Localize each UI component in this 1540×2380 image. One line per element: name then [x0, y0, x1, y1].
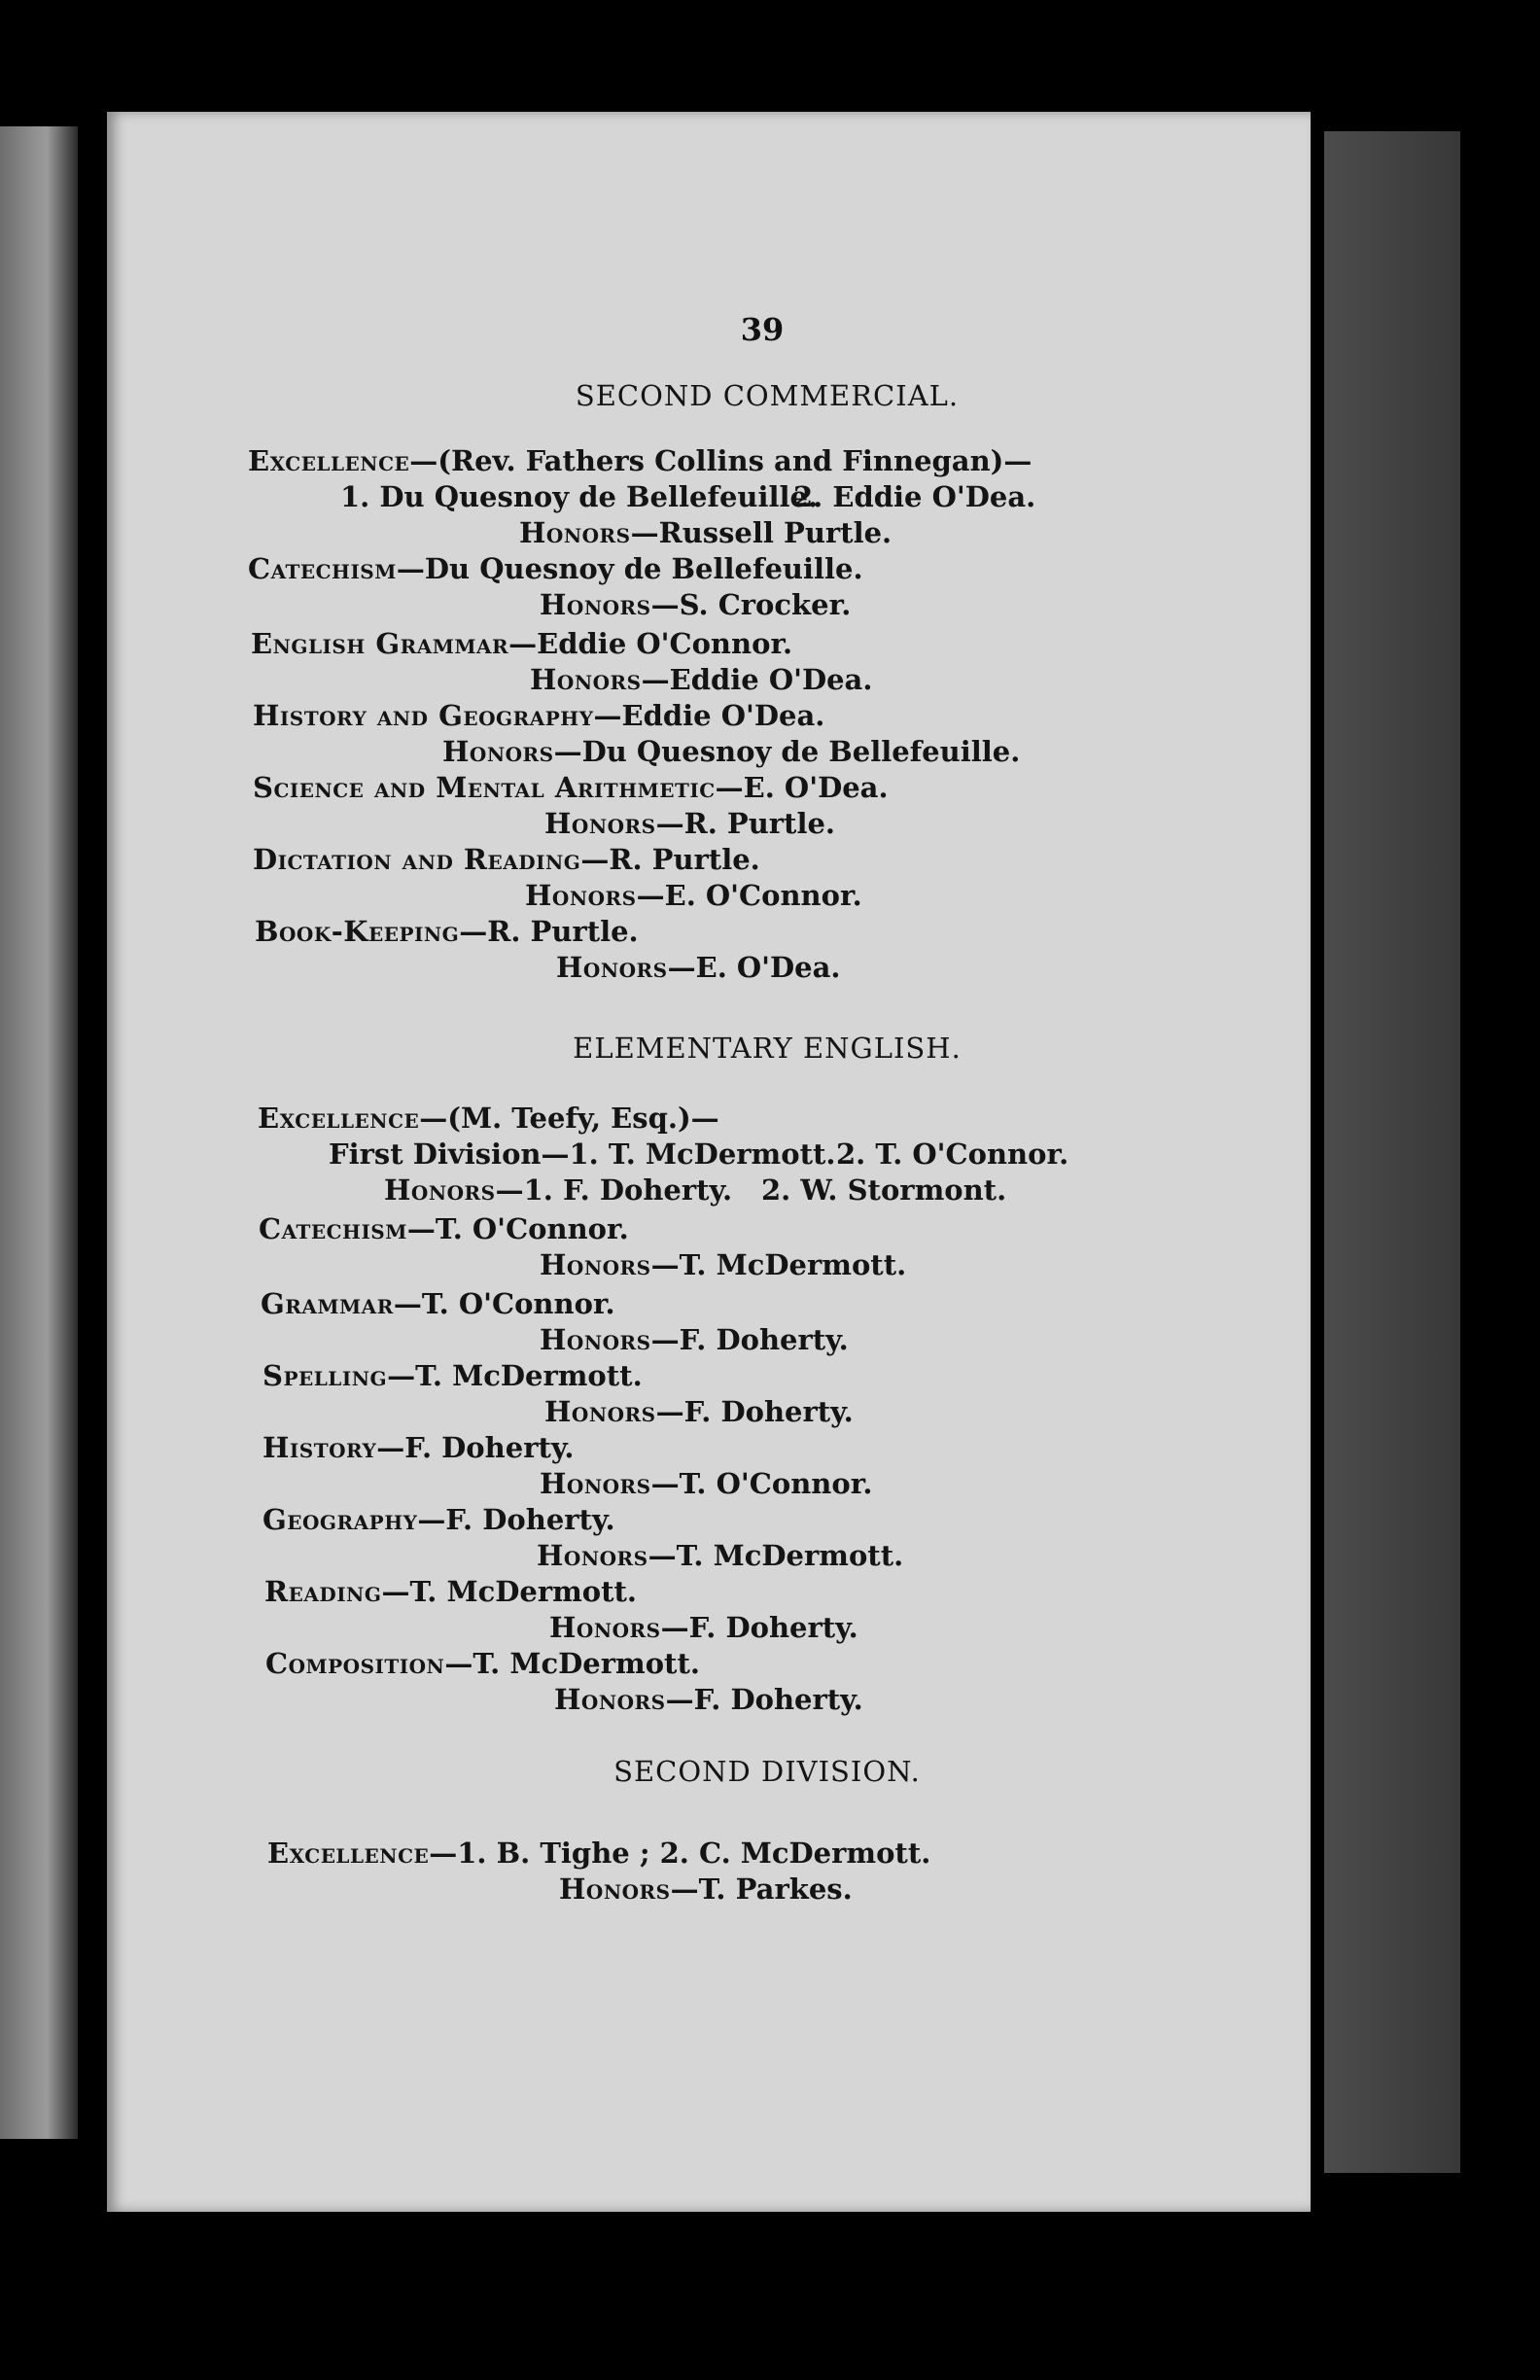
facing-page-edge	[0, 126, 78, 2139]
second-commercial-catechism-honors	[540, 588, 851, 621]
honors-label: Honors	[544, 1395, 656, 1428]
elementary-spelling	[262, 1359, 643, 1392]
second-commercial-excellence-honors	[519, 516, 892, 549]
history-label: History	[262, 1431, 377, 1464]
honors-name: —Eddie O'Dea.	[641, 663, 873, 696]
honors-name: —F. Doherty.	[650, 1323, 849, 1356]
book-keeping-winner: —R. Purtle.	[459, 915, 639, 948]
elementary-geography-honors	[537, 1539, 903, 1572]
honors-name: —T. McDermott.	[650, 1248, 907, 1281]
page-number: 39	[740, 311, 785, 348]
second-commercial-dictation-reading	[253, 843, 760, 876]
second-division-excellence	[267, 1837, 930, 1870]
honors-name: —1. F. Doherty.	[495, 1173, 733, 1207]
elementary-first-division-honors	[384, 1173, 732, 1207]
honors-label: Honors	[554, 1683, 666, 1716]
page-content	[107, 112, 1311, 2212]
honors-label: Honors	[537, 1539, 648, 1572]
elementary-history-honors	[540, 1467, 872, 1500]
reading-winner: —T. McDermott.	[381, 1575, 638, 1608]
science-arithmetic-winner: —E. O'Dea.	[715, 771, 889, 804]
english-grammar-winner: —Eddie O'Connor.	[508, 627, 793, 660]
excellence-examiner: —(M. Teefy, Esq.)—	[419, 1102, 719, 1135]
honors-name: —F. Doherty.	[660, 1611, 858, 1644]
honors-label: Honors	[525, 879, 637, 912]
section-title-second-commercial: SECOND COMMERCIAL.	[575, 379, 960, 412]
elementary-first-division: First Division—1. T. McDermott.	[329, 1138, 836, 1171]
second-division-honors	[559, 1872, 853, 1906]
honors-name: —F. Doherty.	[655, 1395, 854, 1428]
honors-name: —T. McDermott.	[648, 1539, 904, 1572]
second-commercial-book-keeping	[255, 915, 639, 948]
second-commercial-dictation-reading-honors	[525, 879, 862, 912]
honors-name: —E. O'Connor.	[636, 879, 862, 912]
elementary-grammar	[261, 1287, 615, 1320]
catechism-winner: —T. O'Connor.	[406, 1212, 629, 1245]
excellence-label: Excellence	[267, 1837, 430, 1870]
history-winner: —F. Doherty.	[376, 1431, 575, 1464]
honors-label: Honors	[442, 735, 554, 768]
elementary-geography	[262, 1503, 615, 1536]
honors-label: Honors	[556, 951, 668, 984]
geography-label: Geography	[262, 1503, 418, 1536]
honors-name: —S. Crocker.	[650, 588, 852, 621]
grammar-winner: —T. O'Connor.	[393, 1287, 615, 1320]
book-keeping-label: Book-Keeping	[255, 915, 460, 948]
spelling-winner: —T. McDermott.	[387, 1359, 643, 1392]
science-arithmetic-label: Science and Mental Arithmetic	[253, 771, 716, 804]
second-commercial-english-grammar	[251, 627, 792, 660]
history-geography-winner: —Eddie O'Dea.	[593, 699, 825, 732]
second-commercial-book-keeping-honors	[556, 951, 841, 984]
second-commercial-excellence	[248, 444, 1032, 477]
honors-name: —Russell Purtle.	[630, 516, 892, 549]
second-commercial-catechism	[248, 552, 863, 585]
dictation-reading-winner: —R. Purtle.	[580, 843, 760, 876]
honors-label: Honors	[384, 1173, 496, 1207]
elementary-catechism	[259, 1212, 629, 1245]
elementary-history	[262, 1431, 574, 1464]
composition-label: Composition	[265, 1647, 445, 1680]
honors-name: —R. Purtle.	[655, 807, 836, 840]
honors-name: —Du Quesnoy de Bellefeuille.	[553, 735, 1021, 768]
reading-label: Reading	[264, 1575, 382, 1608]
document-page	[107, 112, 1311, 2212]
honors-label: Honors	[519, 516, 631, 549]
elementary-first-division-honors-second: 2. W. Stormont.	[761, 1173, 1007, 1207]
honors-name: —T. Parkes.	[670, 1872, 853, 1906]
honors-label: Honors	[540, 1467, 651, 1500]
excellence-examiners: —(Rev. Fathers Collins and Finnegan)—	[409, 444, 1032, 477]
grammar-label: Grammar	[261, 1287, 394, 1320]
excellence-label: Excellence	[258, 1102, 420, 1135]
english-grammar-label: English Grammar	[251, 627, 509, 660]
honors-name: —T. O'Connor.	[650, 1467, 873, 1500]
excellence-winners: —1. B. Tighe ; 2. C. McDermott.	[429, 1837, 931, 1870]
honors-label: Honors	[559, 1872, 671, 1906]
elementary-spelling-honors	[544, 1395, 854, 1428]
honors-name: —E. O'Dea.	[667, 951, 841, 984]
honors-label: Honors	[540, 1323, 651, 1356]
geography-winner: —F. Doherty.	[417, 1503, 615, 1536]
honors-label: Honors	[549, 1611, 661, 1644]
elementary-catechism-honors	[540, 1248, 906, 1281]
catechism-winner: —Du Quesnoy de Bellefeuille.	[396, 552, 863, 585]
book-spine-shadow	[1324, 131, 1460, 2173]
catechism-label: Catechism	[248, 552, 397, 585]
second-commercial-excellence-second: 2. Eddie O'Dea.	[793, 480, 1036, 513]
dictation-reading-label: Dictation and Reading	[253, 843, 581, 876]
second-commercial-excellence-first: 1. Du Quesnoy de Bellefeuille.	[340, 480, 819, 513]
section-title-elementary-english: ELEMENTARY ENGLISH.	[573, 1032, 962, 1065]
elementary-first-division-second: 2. T. O'Connor.	[836, 1138, 1069, 1171]
elementary-excellence	[258, 1102, 719, 1135]
elementary-grammar-honors	[540, 1323, 849, 1356]
honors-label: Honors	[540, 588, 651, 621]
elementary-composition	[265, 1647, 700, 1680]
elementary-reading-honors	[549, 1611, 858, 1644]
second-commercial-history-geography	[253, 699, 824, 732]
second-commercial-english-grammar-honors	[530, 663, 872, 696]
second-commercial-science-arithmetic-honors	[544, 807, 835, 840]
elementary-composition-honors	[554, 1683, 863, 1716]
history-geography-label: History and Geography	[253, 699, 594, 732]
catechism-label: Catechism	[259, 1212, 407, 1245]
section-title-second-division: SECOND DIVISION.	[613, 1755, 921, 1788]
honors-label: Honors	[530, 663, 642, 696]
honors-label: Honors	[544, 807, 656, 840]
composition-winner: —T. McDermott.	[444, 1647, 700, 1680]
honors-name: —F. Doherty.	[665, 1683, 863, 1716]
honors-label: Honors	[540, 1248, 651, 1281]
spelling-label: Spelling	[262, 1359, 388, 1392]
excellence-label: Excellence	[248, 444, 410, 477]
second-commercial-history-geography-honors	[442, 735, 1020, 768]
second-commercial-science-arithmetic	[253, 771, 889, 804]
elementary-reading	[264, 1575, 637, 1608]
